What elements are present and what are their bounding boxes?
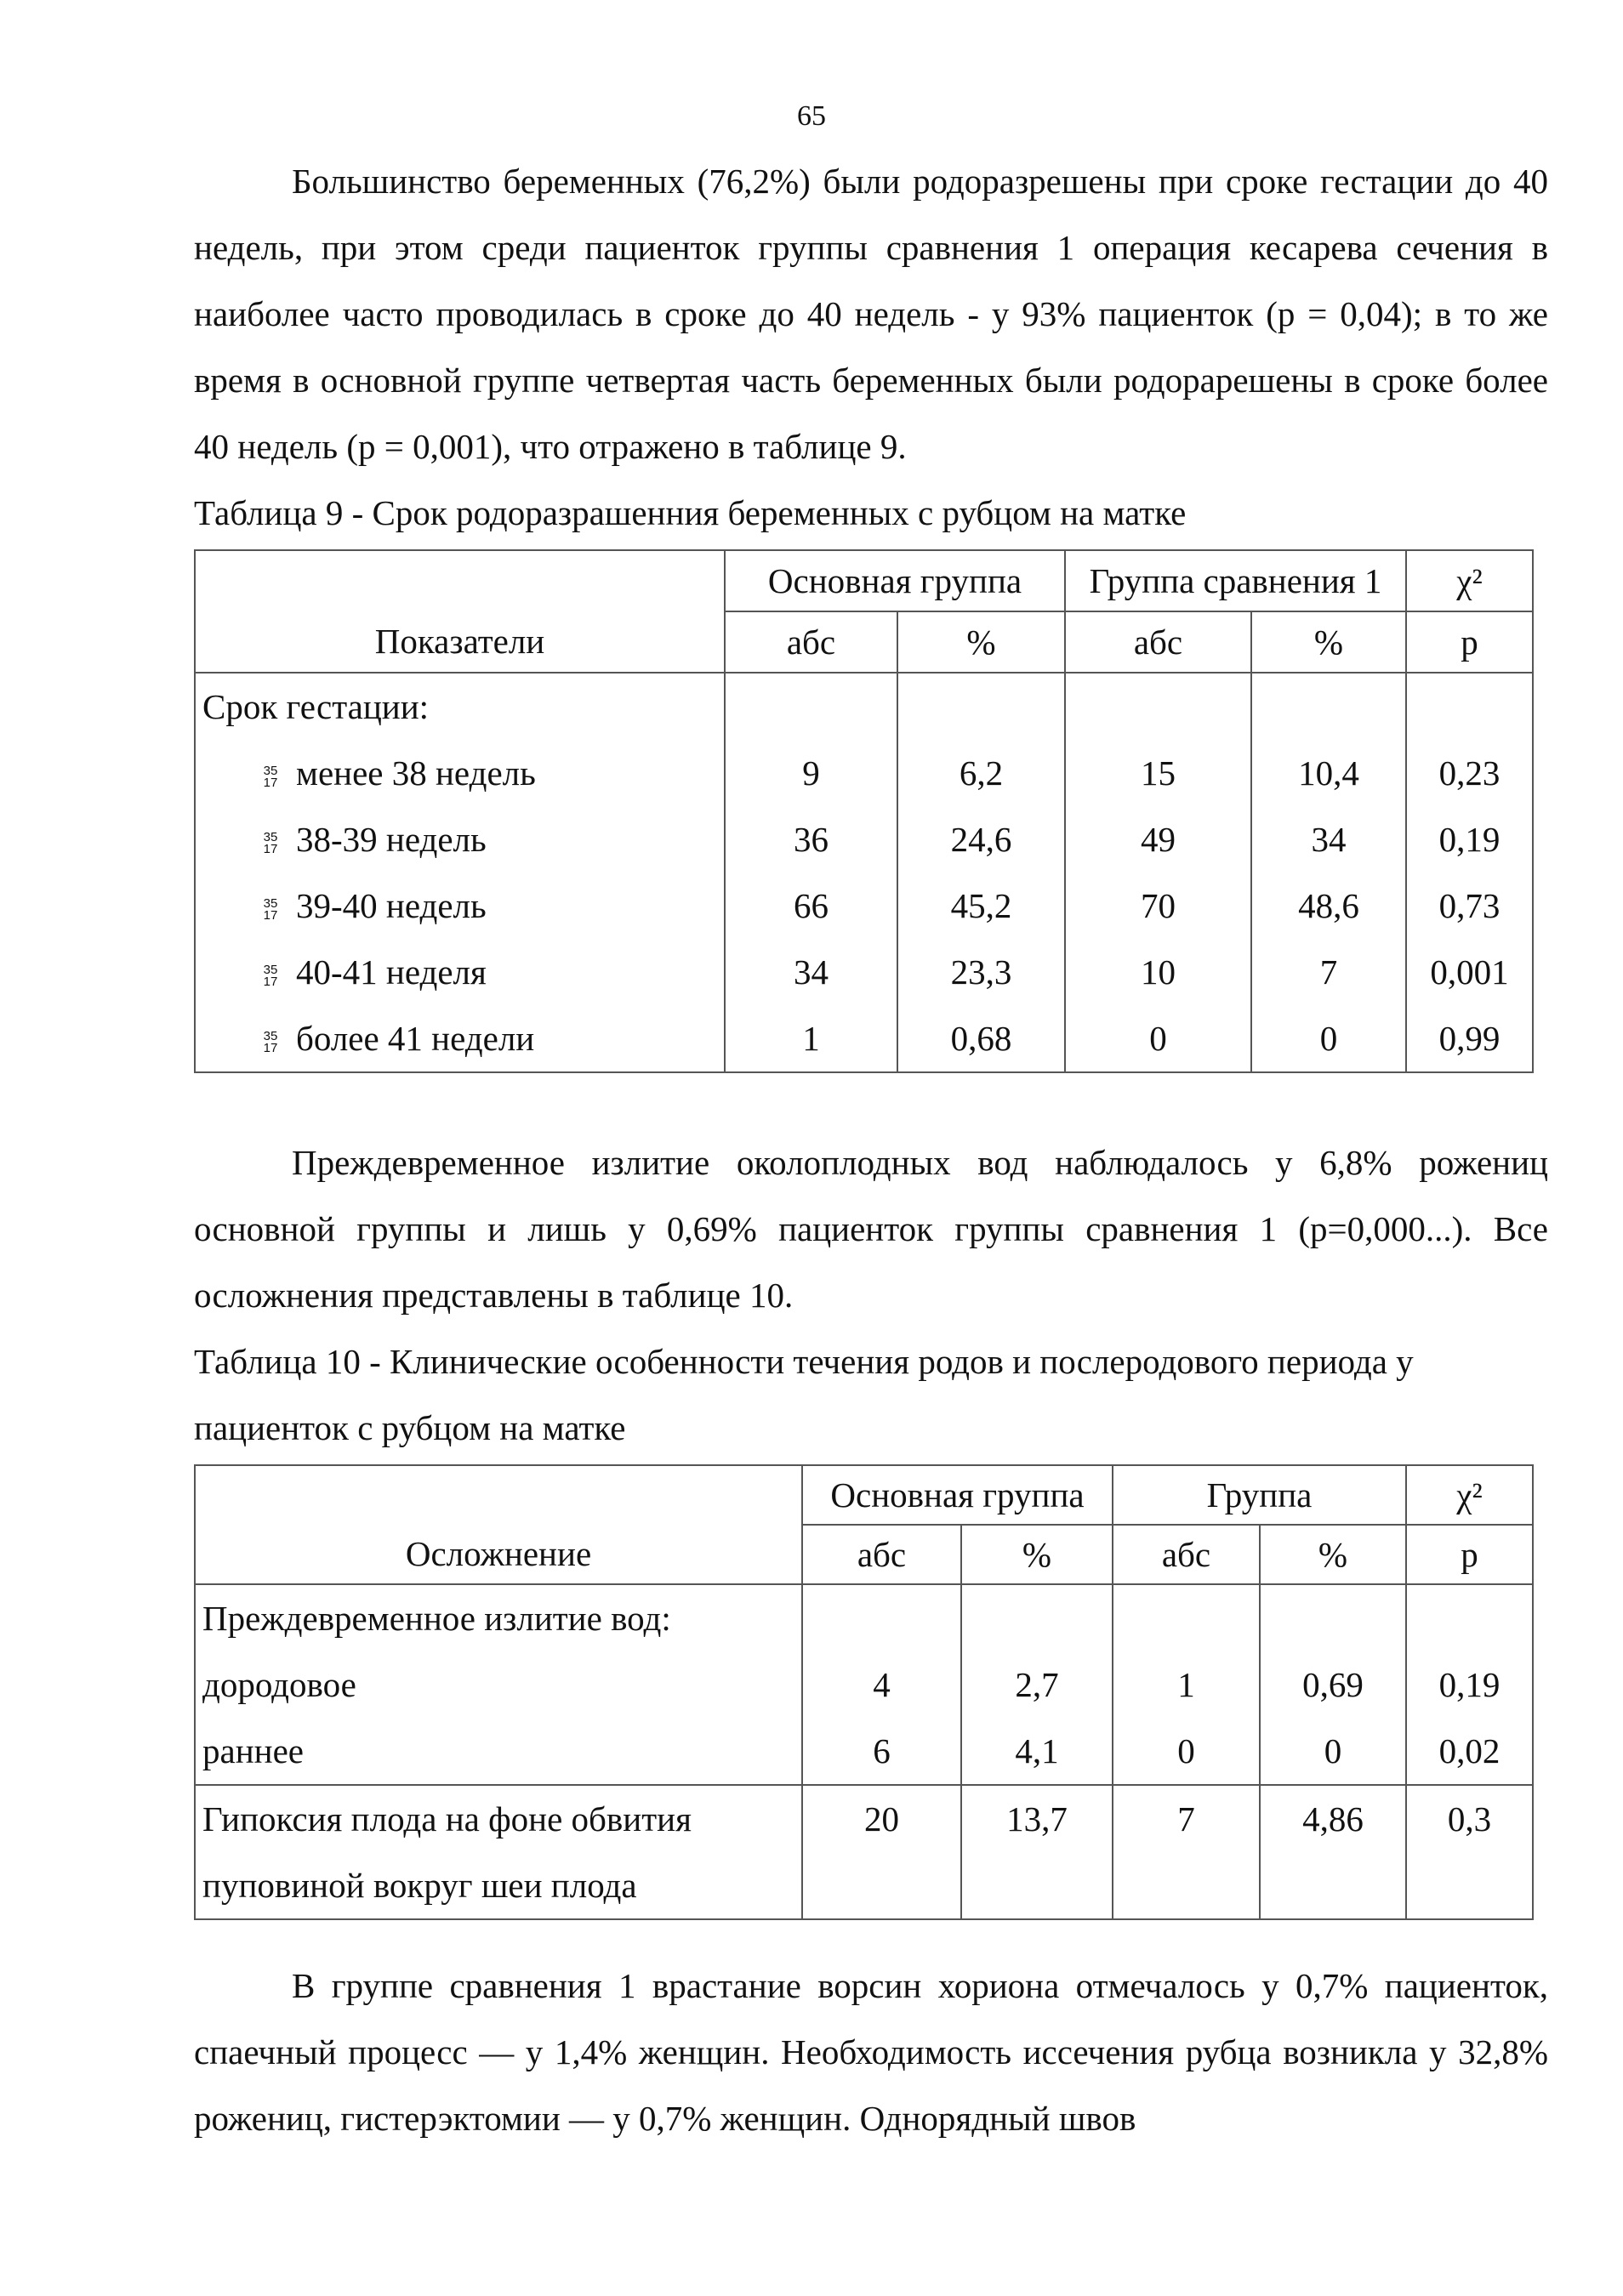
table9-cell: 48,6 <box>1298 886 1359 925</box>
table9-cell: 45,2 <box>950 886 1012 925</box>
table9-section-label: Срок гестации: <box>202 687 430 726</box>
table9-cell: 1 <box>802 1019 820 1058</box>
table10-header-pct: % <box>1260 1525 1406 1584</box>
table9-cell: 34 <box>1311 820 1347 859</box>
table9-header-main-group: Основная группа <box>725 550 1065 611</box>
table10-section-label: Преждевременное излитие вод: <box>202 1599 671 1638</box>
table9-cell: 0 <box>1149 1019 1167 1058</box>
table10-header-abs: абс <box>1113 1525 1260 1584</box>
table9-cell: 0,23 <box>1438 753 1501 793</box>
table9-col-p <box>1406 673 1533 1072</box>
table10-cell: 0,02 <box>1438 1731 1501 1770</box>
table10-col-cmp-abs <box>1113 1584 1260 1785</box>
table9-cell: 9 <box>802 753 820 793</box>
table10-cell: 2,7 <box>1015 1665 1059 1704</box>
table10-header-complication: Осложнение <box>195 1465 802 1584</box>
table9-cell: 0,99 <box>1438 1019 1501 1058</box>
table10-cell: 0,69 <box>1302 1665 1364 1704</box>
table9-row-label: 35 17 менее 38 недель <box>202 740 717 806</box>
table9-cell: 0,19 <box>1438 820 1501 859</box>
table10-cell: 4,86 <box>1260 1785 1406 1919</box>
table9-row-label: 35 17 более 41 недели <box>202 1005 717 1071</box>
table9-cell: 49 <box>1141 820 1176 859</box>
table10-row-label: раннее <box>202 1731 304 1770</box>
table10-caption: Таблица 10 - Клинические особенности течения родов и послеродового периода у пациенток с рубцом на матке <box>194 1342 1414 1447</box>
table9-cell: 66 <box>794 886 829 925</box>
table9-cell: 0,001 <box>1430 952 1509 992</box>
table10-header-pct: % <box>961 1525 1113 1584</box>
table9-cell: 0,68 <box>950 1019 1012 1058</box>
table10 <box>194 1464 1534 1920</box>
table10-col-cmp-pct <box>1260 1584 1406 1785</box>
list-marker-icon: 35 17 <box>263 895 278 923</box>
table10-hypoxia-label: Гипоксия плода на фоне обвития пуповиной вокруг шеи плода <box>195 1785 802 1919</box>
table10-cell: 0,19 <box>1438 1665 1501 1704</box>
table10-cell: 7 <box>1113 1785 1260 1919</box>
table9-header-abs: абс <box>725 611 897 673</box>
table9-col-main-abs <box>725 673 897 1072</box>
table9-cell: 0,73 <box>1438 886 1501 925</box>
table9-cell: 10,4 <box>1298 753 1359 793</box>
table10-cell: 20 <box>802 1785 961 1919</box>
table9-header-comparison-group: Группа сравнения 1 <box>1065 550 1406 611</box>
table9-cell: 34 <box>794 952 829 992</box>
table10-cell: 4 <box>873 1665 891 1704</box>
table9-header-chi-square: χ² <box>1406 550 1533 611</box>
table9-cell: 23,3 <box>950 952 1012 992</box>
table10-cell: 0,3 <box>1406 1785 1533 1919</box>
table9-header-abs: абс <box>1065 611 1251 673</box>
table9-row-label: 35 17 38-39 недель <box>202 806 717 872</box>
list-marker-icon: 35 17 <box>263 829 278 856</box>
table10-cell: 4,1 <box>1015 1731 1059 1770</box>
table9-row-label: 35 17 40-41 неделя <box>202 939 717 1005</box>
table10-col-p <box>1406 1584 1533 1785</box>
table9-col-cmp-pct <box>1251 673 1406 1072</box>
table10-cell: 13,7 <box>961 1785 1113 1919</box>
paragraph-intro: Большинство беременных (76,2%) были родоразрешены при сроке гестации до 40 недель, при этом среди пациенток группы сравнения 1 операция кесарева сечения в наиболее часто проводилась в сроке до 40 недель - у 93% пациенток (p = 0,04); в то же время в основной группе четвертая часть беременных были родорарешены в сроке более 40 недель (p = 0,001), что отражено в таблице 9. <box>194 162 1548 466</box>
table10-row-labels <box>195 1584 802 1785</box>
table9-cell: 24,6 <box>950 820 1012 859</box>
table10-row-label: дородовое <box>202 1665 356 1704</box>
table9-header-p: p <box>1406 611 1533 673</box>
table9-cell: 10 <box>1141 952 1176 992</box>
table9-header-indicator: Показатели <box>195 550 725 673</box>
list-marker-icon: 35 17 <box>263 763 278 790</box>
table9-row-label: 35 17 39-40 недель <box>202 872 717 939</box>
paragraph-premature-rupture: Преждевременное излитие околоплодных вод наблюдалось у 6,8% рожениц основной группы и лишь у 0,69% пациенток группы сравнения 1 (p=0,000...). Все осложнения представлены в таблице 10. <box>194 1143 1548 1315</box>
table10-header-chi-square: χ² <box>1406 1465 1533 1525</box>
table9-header-pct: % <box>897 611 1065 673</box>
table10-col-main-pct <box>961 1584 1113 1785</box>
table9-cell: 0 <box>1319 1019 1338 1058</box>
table9-cell: 15 <box>1141 753 1176 793</box>
list-marker-icon: 35 17 <box>263 962 278 989</box>
table10-cell: 0 <box>1324 1731 1342 1770</box>
table10-cell: 6 <box>873 1731 891 1770</box>
table10-header-comparison-group: Группа <box>1113 1465 1406 1525</box>
table9-cell: 36 <box>794 820 829 859</box>
table9-row-labels <box>195 673 725 1072</box>
table10-header-main-group: Основная группа <box>802 1465 1113 1525</box>
table9-cell: 7 <box>1319 952 1338 992</box>
table9-col-cmp-abs <box>1065 673 1251 1072</box>
table9 <box>194 549 1534 1073</box>
table9-cell: 6,2 <box>959 753 1004 793</box>
table9-header-pct: % <box>1251 611 1406 673</box>
table9-col-main-pct <box>897 673 1065 1072</box>
page-number: 65 <box>797 100 826 132</box>
table10-cell: 0 <box>1177 1731 1195 1770</box>
paragraph-comparison-group: В группе сравнения 1 врастание ворсин хориона отмечалось у 0,7% пациенток, спаечный процесс — у 1,4% женщин. Необходимость иссечения рубца возникла у 32,8% рожениц, гистерэктомии — у 0,7% женщин. Однорядный швов <box>194 1966 1548 2138</box>
list-marker-icon: 35 17 <box>263 1028 278 1055</box>
table9-cell: 70 <box>1141 886 1176 925</box>
table10-header-abs: абс <box>802 1525 961 1584</box>
table10-col-main-abs <box>802 1584 961 1785</box>
table9-caption: Таблица 9 - Срок родоразрашенния беременных с рубцом на матке <box>194 493 1187 532</box>
table10-header-p: p <box>1406 1525 1533 1584</box>
table10-cell: 1 <box>1177 1665 1195 1704</box>
